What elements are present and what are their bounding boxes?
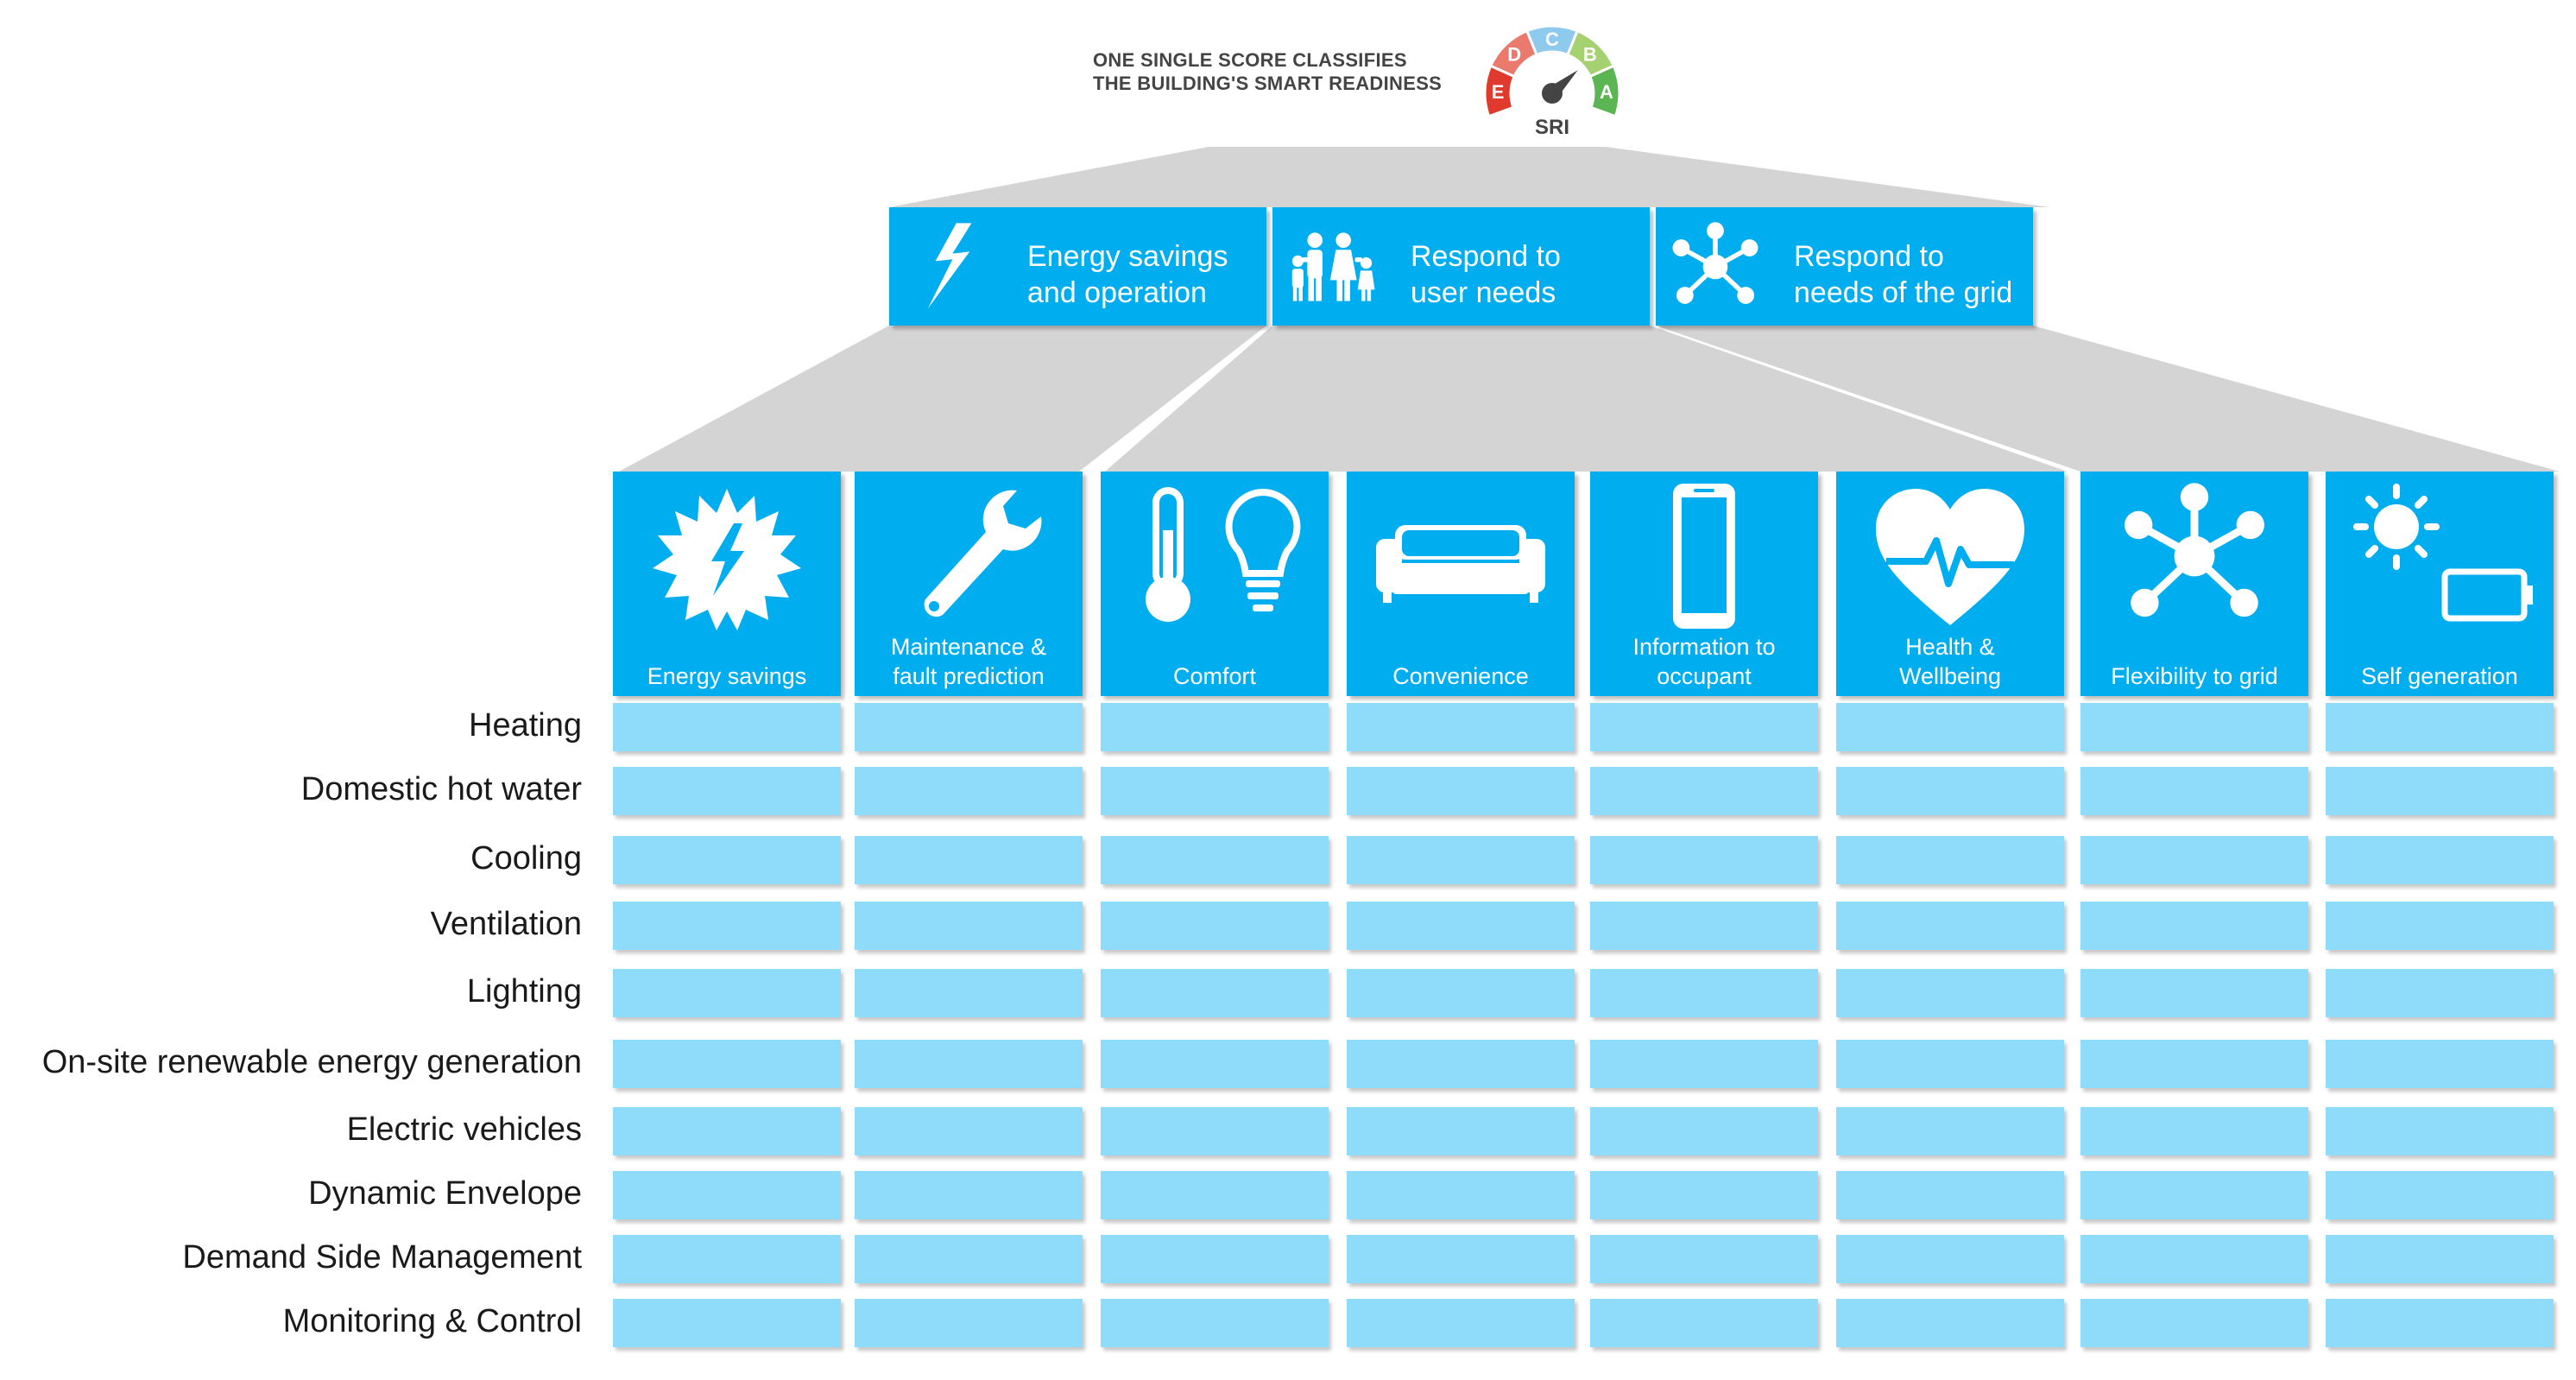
heart-pulse-icon: [1847, 478, 2054, 634]
domain-label: [1027, 238, 1260, 311]
score-cell: [1347, 969, 1575, 1017]
score-cell: [855, 902, 1083, 950]
score-cell: [1590, 767, 1818, 815]
criterion-label-line-1: Information to: [1632, 634, 1776, 660]
criterion-label: [1838, 632, 2062, 691]
score-cell: [1101, 1107, 1329, 1155]
score-cell: [1590, 703, 1818, 751]
service-label-2: Domestic hot water: [300, 771, 582, 807]
score-cell: [855, 969, 1083, 1017]
domain-label-line-1: Respond to: [1411, 240, 1561, 273]
score-cell: [855, 1235, 1083, 1283]
headline-line-2: THE BUILDING'S SMART READINESS: [1093, 73, 1443, 94]
score-cell: [2080, 1040, 2308, 1088]
score-cell: [1590, 836, 1818, 884]
score-cell: [2326, 902, 2554, 950]
domain-label: [1411, 238, 1643, 311]
score-cell: [613, 703, 841, 751]
connector-score-to-domains: [889, 147, 2050, 207]
gauge-grade-a: A: [1600, 80, 1613, 103]
score-cell: [1347, 1235, 1575, 1283]
score-cell: [2080, 836, 2308, 884]
service-label-1: Heating: [469, 707, 582, 744]
service-label-5: Lighting: [466, 973, 582, 1010]
criterion-label-line-1: Health &: [1905, 634, 1995, 660]
criterion-label-line-1: Comfort: [1172, 663, 1257, 689]
criterion-box-3: [1101, 472, 1329, 696]
domain-label: [1794, 238, 2026, 311]
gauge-grade-b: B: [1582, 43, 1597, 66]
network-icon: [2091, 478, 2298, 634]
score-cell: [1101, 1299, 1329, 1347]
score-cell: [1590, 969, 1818, 1017]
score-cell: [613, 836, 841, 884]
headline: [1093, 48, 1442, 95]
score-cell: [1101, 969, 1329, 1017]
score-cell: [1347, 1171, 1575, 1219]
score-cell: [1101, 836, 1329, 884]
score-cell: [1590, 902, 1818, 950]
energy-burst-icon: [623, 478, 830, 634]
score-cell: [2326, 1040, 2554, 1088]
score-cell: [1101, 1171, 1329, 1219]
service-label-7: Electric vehicles: [346, 1111, 582, 1148]
criterion-label-line-1: Convenience: [1392, 663, 1529, 689]
criterion-box-8: [2326, 472, 2554, 696]
score-cell: [2326, 767, 2554, 815]
score-cell: [2080, 1299, 2308, 1347]
family-icon: [1285, 219, 1380, 314]
score-cell: [2326, 1107, 2554, 1155]
score-cell: [1101, 703, 1329, 751]
domain-box-2: [1272, 207, 1650, 326]
service-label-9: Demand Side Management: [182, 1239, 582, 1276]
service-label-4: Ventilation: [430, 906, 582, 942]
score-cell: [2326, 1299, 2554, 1347]
criterion-box-7: [2080, 472, 2308, 696]
criterion-label: [2327, 662, 2552, 691]
gauge-hub: [1542, 83, 1563, 104]
service-label-10: Monitoring & Control: [282, 1303, 582, 1339]
score-cell: [1836, 836, 2064, 884]
domain-label-line-1: Respond to: [1794, 240, 1944, 273]
wrench-icon: [865, 478, 1072, 634]
score-cell: [1836, 1171, 2064, 1219]
service-label-3: Cooling: [470, 840, 582, 877]
score-cell: [1347, 1107, 1575, 1155]
gauge-grade-d: D: [1507, 43, 1522, 66]
criterion-label-line-2: occupant: [1657, 663, 1752, 689]
score-cell: [2080, 969, 2308, 1017]
criterion-box-5: [1590, 472, 1818, 696]
score-cell: [2080, 767, 2308, 815]
score-cell: [613, 969, 841, 1017]
score-cell: [2326, 1171, 2554, 1219]
score-cell: [2080, 703, 2308, 751]
score-cell: [2326, 969, 2554, 1017]
criterion-label: [1592, 632, 1816, 691]
score-cell: [1836, 767, 2064, 815]
domain-box-1: [889, 207, 1266, 326]
domain-label-line-1: Energy savings: [1027, 240, 1228, 273]
criterion-label: [2082, 662, 2307, 691]
service-label-8: Dynamic Envelope: [308, 1175, 582, 1212]
score-cell: [613, 767, 841, 815]
criterion-label-line-2: fault prediction: [893, 663, 1045, 689]
score-cell: [2080, 1171, 2308, 1219]
network-icon: [1668, 219, 1763, 314]
score-cell: [1590, 1107, 1818, 1155]
sri-gauge-label: SRI: [1534, 116, 1569, 139]
gauge-grade-e: E: [1491, 80, 1505, 103]
domain-box-3: [1656, 207, 2033, 326]
score-cell: [613, 1107, 841, 1155]
criterion-label: [615, 662, 839, 691]
criterion-label: [1102, 662, 1327, 691]
score-cell: [1590, 1299, 1818, 1347]
criterion-label-line-1: Maintenance &: [890, 634, 1047, 660]
criterion-box-6: [1836, 472, 2064, 696]
score-cell: [2080, 902, 2308, 950]
service-label-6: On-site renewable energy generation: [41, 1044, 582, 1080]
score-cell: [855, 836, 1083, 884]
score-cell: [1347, 767, 1575, 815]
score-cell: [2080, 1235, 2308, 1283]
score-cell: [855, 1299, 1083, 1347]
phone-icon: [1601, 478, 1808, 634]
domain-label-line-2: and operation: [1027, 276, 1207, 309]
criterion-box-2: [855, 472, 1083, 696]
score-cell: [1347, 1040, 1575, 1088]
score-cell: [2326, 836, 2554, 884]
score-cell: [1347, 836, 1575, 884]
score-cell: [855, 767, 1083, 815]
criterion-box-1: [613, 472, 841, 696]
score-cell: [1101, 1235, 1329, 1283]
score-cell: [1836, 1235, 2064, 1283]
score-cell: [855, 1171, 1083, 1219]
sun-battery-icon: [2336, 478, 2543, 634]
criterion-box-4: [1347, 472, 1575, 696]
score-cell: [1590, 1040, 1818, 1088]
score-cell: [1836, 902, 2064, 950]
headline-line-1: ONE SINGLE SCORE CLASSIFIES: [1093, 49, 1407, 71]
score-cell: [1836, 969, 2064, 1017]
score-cell: [1590, 1235, 1818, 1283]
score-cell: [1347, 1299, 1575, 1347]
score-cell: [613, 1040, 841, 1088]
domain-label-line-2: user needs: [1411, 276, 1556, 309]
criterion-label: [1348, 662, 1573, 691]
score-cell: [855, 1107, 1083, 1155]
sofa-icon: [1357, 478, 1564, 634]
score-cell: [613, 1171, 841, 1219]
criterion-label-line-2: Wellbeing: [1898, 663, 2002, 689]
score-cell: [1347, 902, 1575, 950]
criterion-label-line-1: Energy savings: [647, 663, 807, 689]
score-cell: [2080, 1107, 2308, 1155]
score-cell: [1836, 703, 2064, 751]
sri-gauge: [1485, 26, 1619, 117]
score-cell: [1836, 1040, 2064, 1088]
criterion-label-line-1: Flexibility to grid: [2111, 663, 2278, 689]
score-cell: [855, 1040, 1083, 1088]
score-cell: [2326, 1235, 2554, 1283]
score-cell: [855, 703, 1083, 751]
criterion-label-line-1: Self generation: [2361, 663, 2518, 689]
score-cell: [1101, 902, 1329, 950]
score-cell: [1590, 1171, 1818, 1219]
score-cell: [1101, 767, 1329, 815]
thermometer-bulb-icon: [1111, 478, 1318, 634]
score-cell: [613, 1299, 841, 1347]
gauge-grade-c: C: [1545, 28, 1559, 50]
score-cell: [1347, 703, 1575, 751]
score-cell: [613, 1235, 841, 1283]
score-cell: [613, 902, 841, 950]
criterion-label: [856, 632, 1081, 691]
score-cell: [1836, 1299, 2064, 1347]
score-cell: [1836, 1107, 2064, 1155]
lightning-icon: [901, 219, 996, 314]
score-cell: [2326, 703, 2554, 751]
score-cell: [1101, 1040, 1329, 1088]
domain-label-line-2: needs of the grid: [1794, 276, 2013, 309]
